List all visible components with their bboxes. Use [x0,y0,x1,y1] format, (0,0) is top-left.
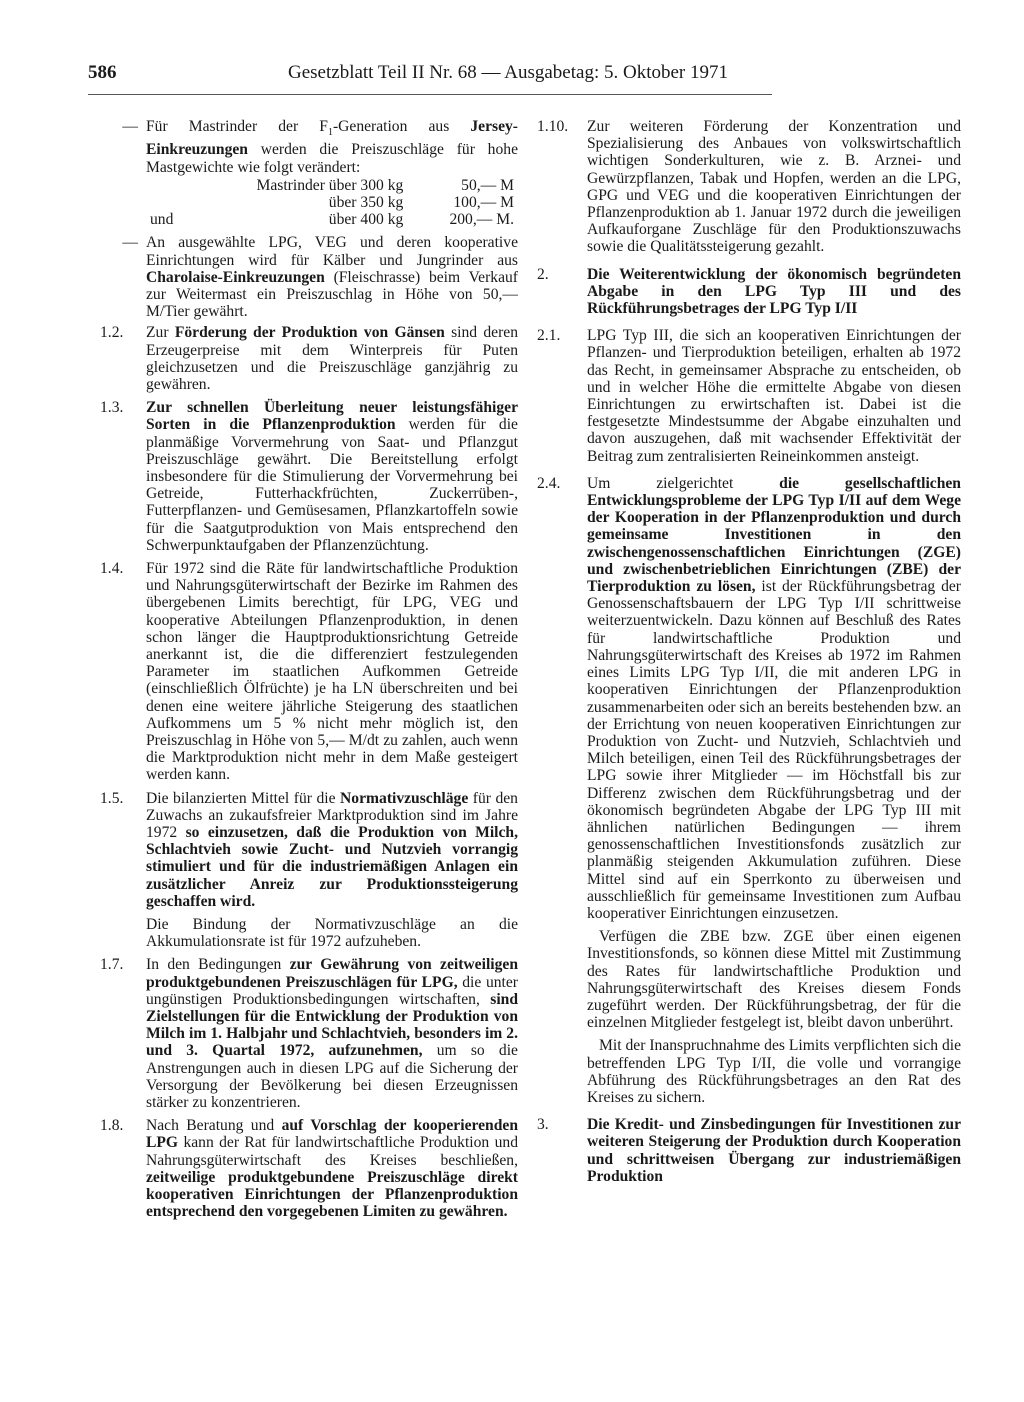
dash-item-mastrinder [100,118,518,230]
left-column [100,118,518,1227]
price-row: Mastrinder über 300 kg 50,— M [256,176,514,194]
section-number: 1.4. [100,559,124,577]
section-number: 1.2. [100,324,124,342]
dash-item-body: Für Mastrinder der $F_1$-Generation aus Jersey-Einkreuzungen werden die Preiszuschläge für hohe Mastgewichte wie folgt verändert: Mastrinder über 300 kg 50,— M über 350 kg 100,— M und über 400 kg 200,— M. [146,118,518,229]
dash-marker: — [122,234,138,252]
section-2-heading [537,266,961,318]
header-rule [88,94,772,95]
section-1-3: 1.3. Zur schnellen Überleitung neuer leistungsfähiger Sorten in die Pflanzenproduktion werden für die planmäßige Vorvermehrung von Saat- und Pflanzgut Preiszuschläge gewährt. Die Bereitstellung erfolgt insbesondere für die Stimulierung der Vorvermehrung bei Getreide, Futterhackfrüchten, Zuckerrüben-, Futterpflanzen- und Gemüsesamen, Pflanzkartoffeln sowie für die Saatgutproduktion von Mais entsprechend den Schwerpunktaufgaben der Pflanzenzüchtung. [100,399,518,554]
dash-marker: — [122,118,138,135]
section-1-8: 1.8. Nach Beratung und auf Vorschlag der kooperierenden LPG kann der Rat für landwirtschaftliche Produktion und Nahrungsgüterwirtschaft des Kreises beschließen, zeitweilige produktgebundene Preiszuschläge direkt kooperativen Einrichtungen der Pflanzenproduktion entsprechend den vorgegebenen Limiten zu gewähren. [100,1117,518,1221]
section-heading: Die Kredit- und Zinsbedingungen für Investitionen zur weiteren Steigerung der Produktion durch Kooperation und schrittweisen Übergang zur industriemäßigen Produktion [587,1116,961,1185]
section-number: 2. [537,265,549,283]
price-table [146,177,518,229]
section-number: 2.1. [537,327,561,345]
section-number: 1.3. [100,399,124,417]
section-2-1: 2.1. LPG Typ III, die sich an kooperativen Einrichtungen der Pflanzen- und Tierproduktion beteiligen, erhalten ab 1972 das Recht, in gemeinsamer Absprache zu entscheiden, ob und in welcher Höhe die ermittelte Abgabe von diesen Einrichtungen zu erwirtschaften ist. Dabei ist die festgesetzte Mindestsumme der Abgabe einzuhalten und davon auszugehen, daß mit wachsender Effektivität der Beitrag zum zentralisierten Reineinkommen ansteigt. [537,327,961,465]
section-number: 1.7. [100,956,124,974]
section-number: 1.5. [100,789,124,807]
price-row: und über 400 kg 200,— M. [150,211,514,229]
dash-item-charolaise: — An ausgewählte LPG, VEG und deren kooperative Einrichtungen wird für Kälber und Jungrinder aus Charolaise-Einkreuzungen (Fleischrasse) beim Verkauf zur Weitermast ein Preiszuschlag in Höhe von 50,— M/Tier gewährt. [100,234,518,320]
gazette-title: Gesetzblatt Teil II Nr. 68 — Ausgabetag: 5. Oktober 1971 [288,62,728,83]
right-column [537,118,961,1191]
section-heading: Die Weiterentwicklung der ökonomisch begründeten Abgabe in den LPG Typ III und des Rückführungsbetrages der LPG Typ I/II [587,265,961,318]
section-2-4: 2.4. Um zielgerichtet die gesellschaftlichen Entwicklungsprobleme der LPG Typ I/II auf dem Wege der Kooperation in der Pflanzenproduktion und durch gemeinsame Investitionen in den zwischengenossenschaftlichen Einrichtungen (ZGE) und zwischenbetrieblichen Einrichtungen (ZBE) der Tierproduktion zu lösen, ist der Rückführungsbetrag der Genossenschaftsbauern der LPG Typ I/II schrittweise weiterzuentwickeln. Dazu können auf Beschluß des Rates für landwirtschaftliche Produktion und Nahrungsgüterwirtschaft des Kreises ab 1972 im Rahmen eines Limits LPG Typ I/II, die mit anderen LPG in kooperativen Einrichtungen der Pflanzenproduktion zusammenarbeiten oder sich an bereits bestehenden bzw. an der Errichtung von neuen kooperativen Einrichtungen zur Produktion von Zucht- und Nutzvieh, Schlachtvieh und Milch beteiligen, einen Teil des Rückführungsbetrages der LPG sowie ihrer Mitglieder — im Höchstfall bis zur Differenz zwischen dem Rückführungsbetrag und der ökonomisch begründeten Abgabe der LPG Typ III mit ähnlichen natürlichen Bedingungen — ihrem genossenschaftlichen Investitionsfonds zusätzlich zur planmäßig steigenden Akkumulation zuführen. Diese Mittel sind auf ein Sperrkonto zu überweisen und ausschließlich für gemeinsame Investitionen zum Aufbau kooperativer Einrichtungen einzusetzen. Verfügen die ZBE bzw. ZGE über einen eigenen Investitionsfonds, so können diese Mittel mit Zustimmung des Rates für landwirtschaftliche Produktion und Nahrungsgüterwirtschaft des Kreises diesem Fonds zugeführt werden. Der Rückführungsbetrag, der für die einzelnen Mitglieder festgelegt ist, bleibt davon unberührt. Mit der Inanspruchnahme des Limits verpflichten sich die betreffenden LPG Typ I/II, die volle und vorrangige Abführung des Rückführungsbetrages an den Rat des Kreises zu sichern. [537,474,962,1106]
section-number: 1.10. [537,118,569,135]
section-1-5: 1.5. Die bilanzierten Mittel für die Normativzuschläge für den Zuwachs an zukaufsfreier Marktproduktion sind im Jahre 1972 so einzusetzen, daß die Produktion von Milch, Schlachtvieh sowie Zucht- und Nutzvieh vorrangig stimuliert und für die industriemäßigen Anlagen ein zusätzlicher Anreiz zur Produktionssteigerung geschaffen wird. Die Bindung der Normativzuschläge an die Akkumulationsrate ist für 1972 aufzuheben. [100,789,518,951]
section-number: 1.8. [100,1117,124,1135]
section-1-4: 1.4. Für 1972 sind die Räte für landwirtschaftliche Produktion und Nahrungsgüterwirtschaft der Bezirke im Rahmen des übergebenen Limits berechtigt, für LPG, VEG und kooperative Abteilungen Pflanzenproduktion, in denen schon länger die Hauptproduktionsrichtung Getreide anerkannt ist, die die differenziert festzulegenden Parameter im staatlichen Aufkommen Getreide (einschließlich Ölfrüchte) je ha LN überschreiten und bei denen eine weitere jährliche Steigerung des staatlichen Aufkommens um 5 % nicht mehr möglich ist, den Preiszuschlag in Höhe von 5,— M/dt zu zahlen, auch wenn die Marktproduktion nicht mehr in dem Maße gesteigert werden kann. [100,559,518,784]
price-row: über 350 kg 100,— M [328,193,514,211]
page-header [88,62,768,88]
section-1-10: 1.10. Zur weiteren Förderung der Konzentration und Spezialisierung des Anbaues von volkswirtschaftlich wichtigen Sonderkulturen, wie z. B. Arznei- und Gewürzpflanzen, Tabak und Hopfen, werden an die LPG, GPG und VEG und die kooperativen Einrichtungen der Pflanzenproduktion ab 1. Januar 1972 durch die jeweiligen Aufkauforgane Zuschläge für den Produktionszuwachs sowie die Qualitätssteigerung gezahlt. [537,118,961,256]
section-number: 3. [537,1116,549,1134]
section-number: 2.4. [537,474,561,492]
section-3-heading [537,1116,961,1185]
section-1-7: 1.7. In den Bedingungen zur Gewährung von zeitweiligen produktgebundenen Preiszuschlägen für LPG, die unter ungünstigen Produktionsbedingungen wirtschaften, sind Zielstellungen für die Entwicklung der Produktion von Milch im 1. Halbjahr und Schlachtvieh, besonders im 2. und 3. Quartal 1972, aufzunehmen, um so die Anstrengungen auch in diesen LPG auf die Sicherung der Versorgung der Bevölkerung bei diesen Erzeugnissen stärker zu konzentrieren. [100,956,518,1112]
section-1-2: 1.2. Zur Förderung der Produktion von Gänsen sind deren Erzeugerpreise mit dem Winterpreis für Puten gleichzusetzen und die Preiszuschläge ganzjährig zu gewähren. [100,324,519,393]
page-number: 586 [88,62,117,83]
